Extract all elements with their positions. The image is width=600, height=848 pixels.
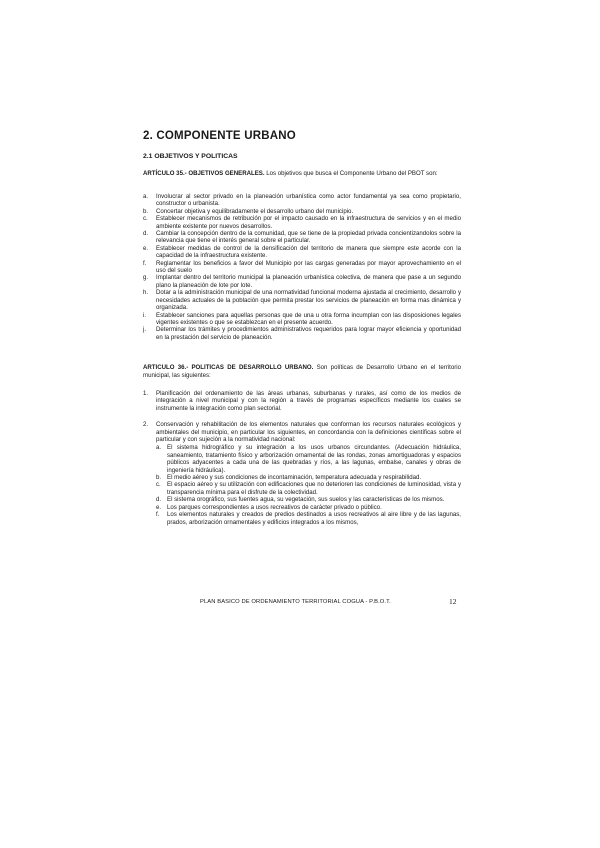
list-item: d. El sistema orográfico, sus fuentes agua, su vegetación, sus suelos y las características de los mismos.	[156, 496, 445, 504]
article-36-intro-text: Son políticas de Desarrollo Urbano en el territorio municipal, las siguientes:	[143, 364, 461, 379]
list-item: a. El sistema hidrográfico y su integración a los usos urbanos circundantes. (Adecuación hidráulica, saneamiento, tratamiento físico y arborización ornamental de las rondas, zonas amortiguadoras y espacios públicos adyacentes a cada una de las quebradas y ríos, a las lagunas, embalse, canales y obras de ingeniería hidráulica).	[156, 444, 461, 474]
list-item: j. Determinar los trámites y procedimientos administrativos requeridos para lograr mayor eficiencia y oportunidad en la prestación del servicio de planeación.	[143, 326, 461, 341]
section-title: 2. COMPONENTE URBANO	[143, 130, 296, 142]
list-item: d. Cambiar la concepción dentro de la comunidad, que se tiene de la propiedad privada concientizandolos sobre la relevancia que tiene el interés general sobre el particular.	[143, 230, 461, 245]
article-35-intro	[143, 170, 461, 178]
article-35-intro-text: Los objetivos que busca el Componente Urbano del PBOT son:	[264, 170, 438, 177]
sub-list	[156, 444, 461, 525]
list-item: e. Establecer medidas de control de la densificación del territorio de manera que siempre este acorde con la capacidad de la infraestructura existente.	[143, 244, 461, 260]
page-footer: PLAN BASICO DE ORDENAMIENTO TERRITORIAL COGUA - P.B.O.T.	[200, 599, 391, 605]
list-item: a. Involucrar al sector privado en la planeación urbanística como actor fundamental ya sea como propietario, constructor o urbanista.	[143, 193, 461, 208]
list-item: h. Dotar a la administración municipal de una normatividad funcional moderna ajustada al crecimiento, desarrollo y necesidades actuales de la población que permita prestar los servicios de planeación en forma mas dinámica y organizada.	[143, 289, 461, 312]
list-item: 2. Conservación y rehabilitación de los elementos naturales que conforman los recursos naturales ecológicos y ambientales del municipio, en particular los siguientes, en concordancia con la definiciones científicas sobre el particular y con sujeción a la normatividad nacional: a. El sistema hidrográfico y su integración a los usos urbanos circundantes. (Adecuación hidráulica, saneamiento, tratamiento físico y arborización ornamental de las rondas, zonas amortiguadoras y espacios públicos adyacentes a cada una de las quebradas y ríos, a las lagunas, embalse, canales y obras de ingeniería hidráulica). b. El medio aéreo y sus condiciones de incontaminación, temperatura adecuada y respirabilidad. c. El espacio aéreo y su utilización con edificaciones que no deterioren las condiciones de luminosidad, vista y transparencia mínima para el disfrute de la colectividad. d. El sistema orográfico, sus fuentes agua, su vegetación, sus suelos y las características de los mismos. e. Los parques correspondientes a usos recreativos de carácter privado o público. f. Los elementos naturales y creados de predios destinados a usos recreativos al aire libre y de las lagunas, prados, arborización ornamentales y edificios integrados a los mismos,	[143, 421, 461, 526]
list-item: b. El medio aéreo y sus condiciones de incontaminación, temperatura adecuada y respirabilidad.	[156, 474, 422, 482]
page-number: 12	[449, 597, 457, 606]
list-item: e. Los parques correspondientes a usos recreativos de carácter privado o público.	[156, 503, 382, 511]
list-item: 1. Planificación del ordenamiento de las áreas urbanas, suburbanas y rurales, así como de los medios de integración a nivel municipal y con la región a través de programas específicos mediante los cuales se instrumente la integración como plan sectorial.	[143, 390, 461, 412]
list-item: c. El espacio aéreo y su utilización con edificaciones que no deterioren las condiciones de luminosidad, vista y transparencia mínima para el disfrute de la colectividad.	[156, 481, 461, 496]
list-item: i. Establecer sanciones para aquellas personas que de una u otra forma incumplan con las disposiciones legales vigentes existentes o que se establezcan en el presente acuerdo.	[143, 311, 461, 326]
list-item: f. Los elementos naturales y creados de predios destinados a usos recreativos al aire libre y de las lagunas, prados, arborización ornamentales y edificios integrados a los mismos,	[156, 511, 461, 526]
article-36-intro	[143, 364, 461, 379]
subsection-title: 2.1 OBJETIVOS Y POLITICAS	[143, 153, 238, 160]
list-item: f. Reglamentar los beneficios a favor del Municipio por las cargas generadas por mayor aprovechamiento en el uso del suelo	[143, 259, 461, 275]
list-item: c. Establecer mecanismos de retribución por el impacto causado en la infraestructura de servicios y en el medio ambiente existente por nuevos desarrollos.	[143, 215, 461, 230]
article-36-list	[143, 390, 461, 535]
list-item: b. Concertar objetiva y equilibradamente el desarrollo urbano del municipio.	[143, 207, 354, 215]
article-35-list	[143, 193, 461, 341]
list-item: g. Implantar dentro del territorio municipal la planeación urbanística colectiva, de manera que pase a un segundo plano la planeación de lote por lote.	[143, 274, 461, 289]
article-36-heading: ARTICULO 36.- POLITICAS DE DESARROLLO URBANO.	[143, 364, 314, 371]
article-35-heading: ARTÍCULO 35.- OBJETIVOS GENERALES.	[143, 170, 265, 177]
